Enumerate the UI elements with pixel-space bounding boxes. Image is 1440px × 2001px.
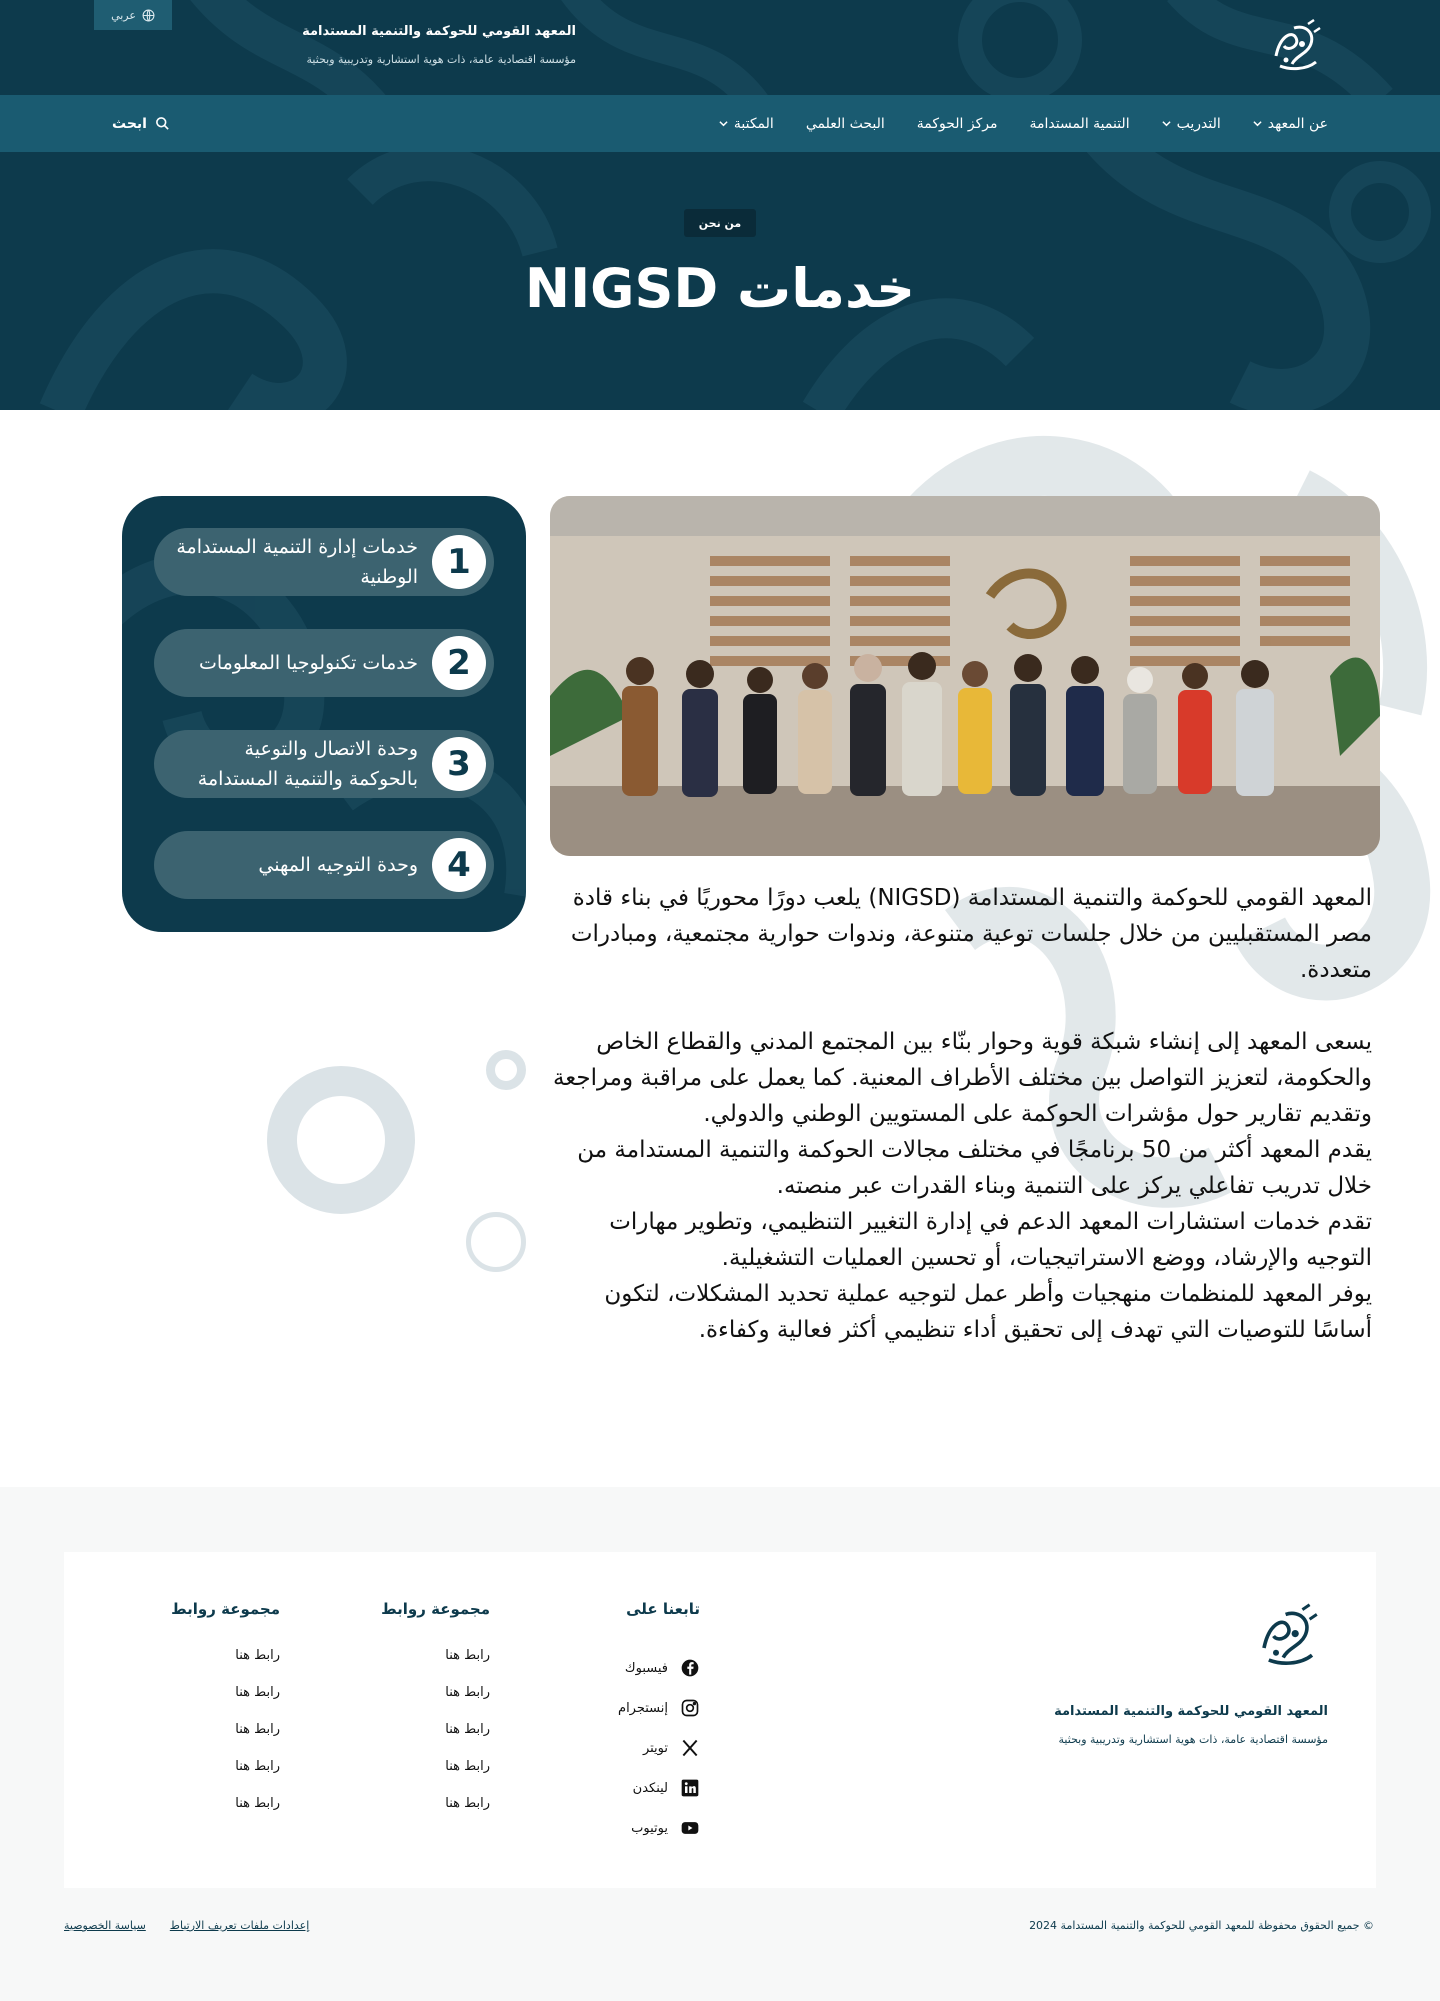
service-label: خدمات إدارة التنمية المستدامة الوطنية: [176, 536, 418, 588]
copyright-text: © جميع الحقوق محفوظة للمعهد القومي للحوكمة والتنمية المستدامة 2024: [1029, 1919, 1374, 1932]
service-item-sustainable-development-management[interactable]: [154, 528, 494, 596]
page-title: خدمات NIGSD: [524, 257, 916, 320]
paragraph: تقدم خدمات استشارات المعهد الدعم في إدارة التغيير التنظيمي، وتطوير مهارات التوجيه والإرشاد، ووضع الاستراتيجيات، أو تحسين العمليات التشغيلية.: [609, 1209, 1372, 1271]
footer-social: [618, 1600, 700, 1848]
language-label: عربي: [111, 8, 136, 22]
paragraph: يوفر المعهد للمنظمات منهجيات وأطر عمل لتوجيه عملية تحديد المشكلات، لتكون أساسًا للتوصيات التي تهدف إلى تحقيق أداء تنظيمي أكثر فعالية وكفاءة.: [604, 1281, 1372, 1343]
social-link-youtube[interactable]: يوتيوب: [618, 1808, 700, 1848]
group-photo-illustration: [550, 496, 1380, 856]
footer-link[interactable]: رابط هنا: [445, 1759, 490, 1774]
page-hero: [0, 152, 1440, 410]
footer-link-group-heading: مجموعة روابط: [381, 1600, 490, 1618]
footer-link[interactable]: رابط هنا: [445, 1648, 490, 1663]
language-switcher[interactable]: [94, 0, 172, 30]
search-button[interactable]: [112, 95, 170, 152]
social-link-twitter[interactable]: تويتر: [618, 1728, 700, 1768]
footer-link[interactable]: رابط هنا: [235, 1648, 280, 1663]
main-nav: [0, 95, 1440, 152]
chevron-down-icon: [1253, 119, 1262, 128]
footer-link-group: [381, 1600, 490, 1833]
nigsd-logo-icon[interactable]: [1266, 16, 1326, 76]
footer-site-subtitle: مؤسسة اقتصادية عامة، ذات هوية استشارية وتدريبية وبحثية: [1058, 1733, 1328, 1746]
footer-link[interactable]: رابط هنا: [445, 1722, 490, 1737]
instagram-icon: [680, 1698, 700, 1718]
footer-link[interactable]: رابط هنا: [235, 1796, 280, 1811]
paragraph: يسعى المعهد إلى إنشاء شبكة قوية وحوار بنّاء بين المجتمع المدني والقطاع الخاص والحكومة، لتعزيز التواصل بين مختلف الأطراف المعنية. كما يعمل على مراقبة ومراجعة وتقديم تقارير حول مؤشرات الحوكمة على المستويين الوطني والدولي.: [552, 1029, 1372, 1127]
footer-link[interactable]: رابط هنا: [445, 1685, 490, 1700]
social-link-facebook[interactable]: فيسبوك: [618, 1648, 700, 1688]
services-menu: [122, 496, 526, 932]
services-description: [552, 880, 1372, 1348]
nav-item-research[interactable]: البحث العلمي: [805, 115, 885, 132]
service-item-career-guidance[interactable]: [154, 831, 494, 899]
nigsd-logo-icon[interactable]: [1252, 1600, 1324, 1672]
hero-badge: من نحن: [684, 209, 756, 237]
globe-icon: [142, 9, 155, 22]
x-twitter-icon: [680, 1738, 700, 1758]
chevron-down-icon: [719, 119, 728, 128]
search-icon: [155, 116, 170, 131]
nav-item-governance-center[interactable]: مركز الحوكمة: [916, 115, 998, 132]
footer-link-group: [171, 1600, 280, 1833]
service-number: 4: [432, 838, 486, 892]
social-link-linkedin[interactable]: لينكدن: [618, 1768, 700, 1808]
footer-social-heading: تابعنا على: [626, 1600, 700, 1618]
paragraph: يقدم المعهد أكثر من 50 برنامجًا في مختلف مجالات الحوكمة والتنمية المستدامة من خلال تدريب تفاعلي يركز على التنمية وبناء القدرات عبر منصته.: [577, 1137, 1372, 1199]
site-title[interactable]: المعهد القومي للحوكمة والتنمية المستدامة: [302, 24, 576, 39]
service-item-it-services[interactable]: [154, 629, 494, 697]
service-label: وحدة التوجيه المهني: [258, 854, 418, 876]
legal-links: [64, 1919, 309, 1932]
decorative-ring: [267, 1066, 415, 1214]
decorative-ring: [466, 1212, 526, 1272]
service-number: 3: [432, 737, 486, 791]
nav-item-library[interactable]: المكتبة: [719, 116, 774, 132]
footer-link[interactable]: رابط هنا: [235, 1759, 280, 1774]
social-link-instagram[interactable]: إنستجرام: [618, 1688, 700, 1728]
site-subtitle: مؤسسة اقتصادية عامة، ذات هوية استشارية وتدريبية وبحثية: [306, 53, 576, 66]
facebook-icon: [680, 1658, 700, 1678]
cookie-settings-link[interactable]: إعدادات ملفات تعريف الارتباط: [169, 1919, 310, 1932]
decorative-ring: [486, 1050, 526, 1090]
nav-item-sustainable-development[interactable]: التنمية المستدامة: [1029, 115, 1130, 132]
linkedin-icon: [680, 1778, 700, 1798]
service-number: 2: [432, 636, 486, 690]
paragraph: المعهد القومي للحوكمة والتنمية المستدامة (NIGSD) يلعب دورًا محوريًا في بناء قادة مصر المستقبليين من خلال جلسات توعية متنوعة، وندوات حوارية مجتمعية، ومبادرات متعددة.: [570, 885, 1372, 983]
footer-link[interactable]: رابط هنا: [235, 1722, 280, 1737]
footer-site-title: المعهد القومي للحوكمة والتنمية المستدامة: [1054, 1704, 1328, 1719]
nav-item-training[interactable]: التدريب: [1162, 116, 1221, 132]
service-number: 1: [432, 535, 486, 589]
service-label: وحدة الاتصال والتوعية بالحوكمة والتنمية المستدامة: [197, 738, 418, 790]
search-label: ابحث: [112, 115, 147, 132]
service-label: خدمات تكنولوجيا المعلومات: [198, 652, 418, 674]
calligraphy-pattern: [0, 0, 1440, 95]
chevron-down-icon: [1162, 119, 1171, 128]
youtube-icon: [680, 1818, 700, 1838]
group-photo: [550, 496, 1380, 856]
nav-items: [719, 95, 1328, 152]
privacy-policy-link[interactable]: سياسة الخصوصية: [64, 1919, 146, 1932]
top-header: [0, 0, 1440, 95]
footer-link[interactable]: رابط هنا: [445, 1796, 490, 1811]
footer-link-group-heading: مجموعة روابط: [171, 1600, 280, 1618]
service-item-communication-unit[interactable]: [154, 730, 494, 798]
nav-item-about[interactable]: عن المعهد: [1253, 116, 1328, 132]
footer-link[interactable]: رابط هنا: [235, 1685, 280, 1700]
